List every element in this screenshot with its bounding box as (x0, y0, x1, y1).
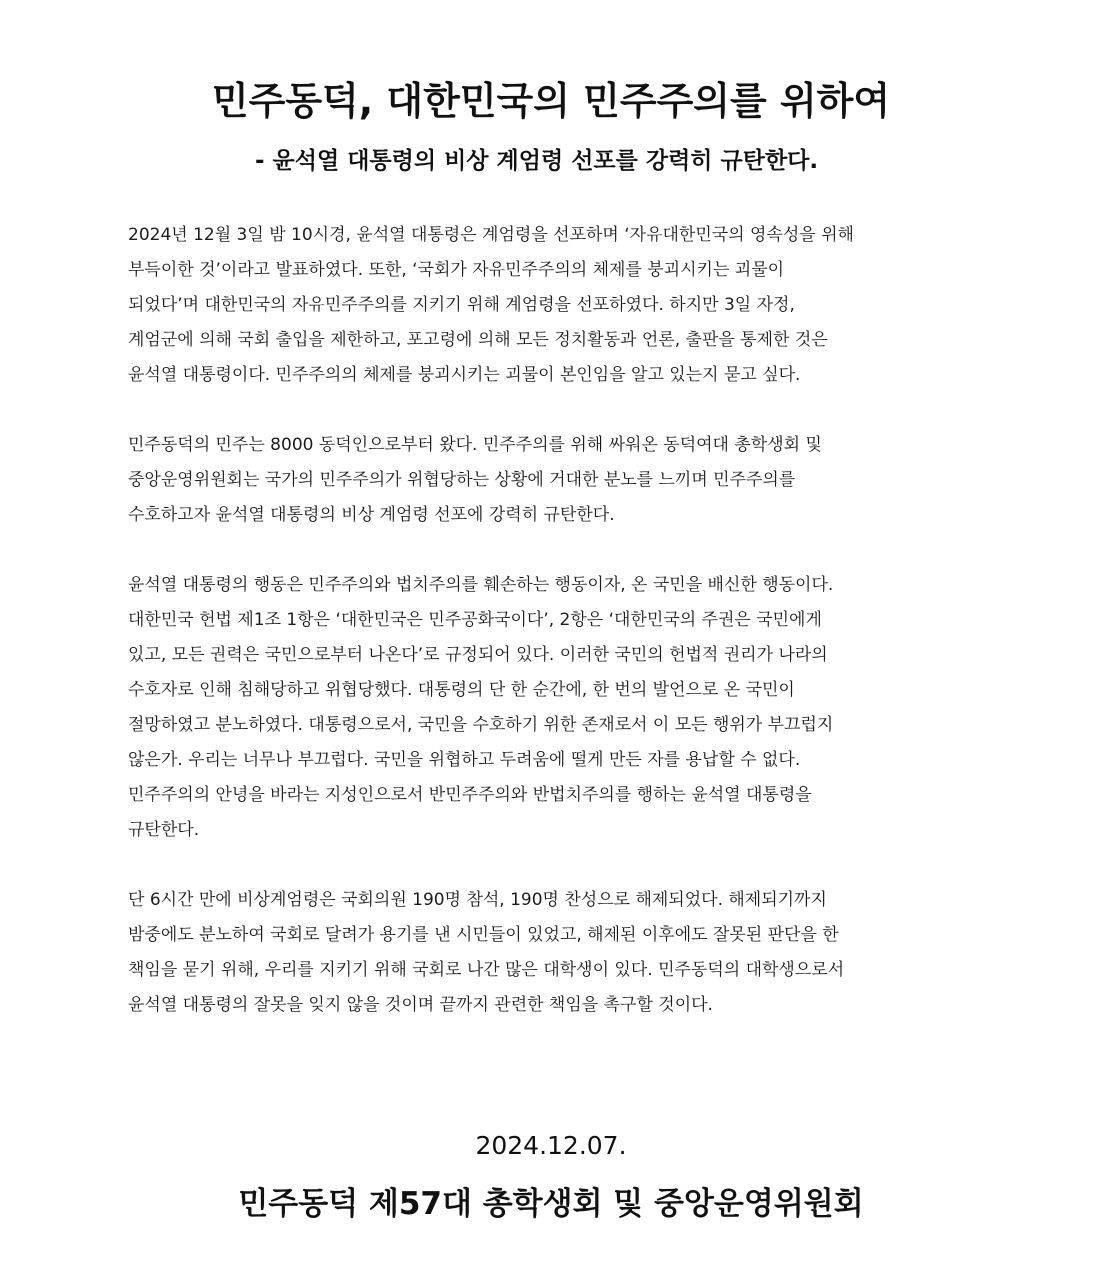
document-date: 2024.12.07. (475, 1131, 627, 1160)
text-line: 있고, 모든 권력은 국민으로부터 나온다’로 규정되어 있다. 이러한 국민의 헌법적 권리가 나라의 (128, 645, 828, 665)
paragraph (128, 568, 968, 848)
paragraph (128, 218, 968, 393)
text-line: 민주주의의 안녕을 바라는 지성인으로서 반민주주의와 반법치주의를 행하는 윤석열 대통령을 (128, 785, 812, 805)
text-line: 절망하였고 분노하였다. 대통령으로서, 국민을 수호하기 위한 존재로서 이 모든 행위가 부끄럽지 (128, 715, 834, 735)
text-line: 부득이한 것’이라고 발표하였다. 또한, ‘국회가 자유민주주의의 체제를 붕괴시키는 괴물이 (128, 260, 785, 280)
text-line: 수호하고자 윤석열 대통령의 비상 계엄령 선포에 강력히 규탄한다. (128, 505, 615, 525)
document-subtitle: - 윤석열 대통령의 비상 계엄령 선포를 강력히 규탄한다. (255, 148, 819, 174)
text-line: 책임을 묻기 위해, 우리를 지키기 위해 국회로 나간 많은 대학생이 있다. 민주동덕의 대학생으로서 (128, 960, 845, 980)
text-line: 되었다’며 대한민국의 자유민주주의를 지키기 위해 계엄령을 선포하였다. 하지만 3일 자정, (128, 295, 795, 315)
document-body (128, 218, 968, 1058)
text-line: 밤중에도 분노하여 국회로 달려가 용기를 낸 시민들이 있었고, 해제된 이후에도 잘못된 판단을 한 (128, 925, 839, 945)
text-line: 민주동덕의 민주는 8000 동덕인으로부터 왔다. 민주주의를 위해 싸워온 동덕여대 총학생회 및 (128, 435, 822, 455)
text-line: 윤석열 대통령이다. 민주주의의 체제를 붕괴시키는 괴물이 본인임을 알고 있는지 묻고 싶다. (128, 365, 801, 385)
text-line: 수호자로 인해 침해당하고 위협당했다. 대통령의 단 한 순간에, 한 번의 발언으로 온 국민이 (128, 680, 795, 700)
paragraph (128, 428, 968, 533)
text-line: 윤석열 대통령의 잘못을 잊지 않을 것이며 끝까지 관련한 책임을 촉구할 것이다. (128, 995, 713, 1015)
text-line: 대한민국 헌법 제1조 1항은 ‘대한민국은 민주공화국이다’, 2항은 ‘대한민국의 주권은 국민에게 (128, 610, 822, 630)
text-line: 중앙운영위원회는 국가의 민주주의가 위협당하는 상황에 거대한 분노를 느끼며 민주주의를 (128, 470, 796, 490)
text-line: 2024년 12월 3일 밤 10시경, 윤석열 대통령은 계엄령을 선포하며 ‘자유대한민국의 영속성을 위해 (128, 225, 854, 245)
text-line: 단 6시간 만에 비상계엄령은 국회의원 190명 참석, 190명 찬성으로 해제되었다. 해제되기까지 (128, 890, 827, 910)
document-signature: 민주동덕 제57대 총학생회 및 중앙운영위원회 (238, 1186, 864, 1222)
document-title: 민주동덕, 대한민국의 민주주의를 위하여 (211, 79, 891, 123)
paragraph (128, 883, 968, 1023)
text-line: 규탄한다. (128, 820, 200, 840)
text-line: 않은가. 우리는 너무나 부끄럽다. 국민을 위협하고 두려움에 떨게 만든 자를 용납할 수 없다. (128, 750, 801, 770)
text-line: 계엄군에 의해 국회 출입을 제한하고, 포고령에 의해 모든 정치활동과 언론, 출판을 통제한 것은 (128, 330, 828, 350)
text-line: 윤석열 대통령의 행동은 민주주의와 법치주의를 훼손하는 행동이자, 온 국민을 배신한 행동이다. (128, 575, 834, 595)
